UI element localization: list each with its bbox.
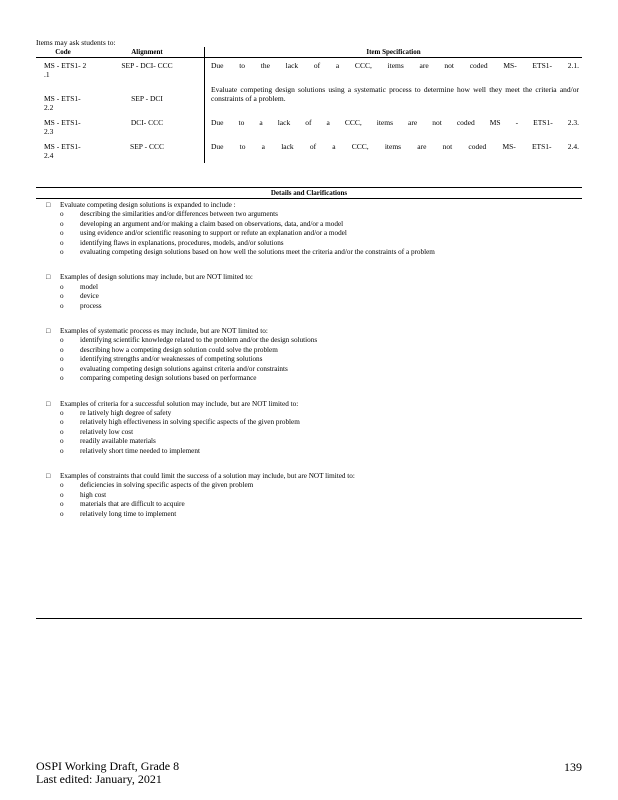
list-item-text: re latively high degree of safety <box>80 408 172 417</box>
circle-bullet-icon: o <box>60 446 64 455</box>
page-footer <box>36 760 179 786</box>
list-item <box>60 510 582 519</box>
square-bullet-icon: □ <box>46 201 51 209</box>
footer-edited-date: Last edited: January, 2021 <box>36 772 162 786</box>
circle-bullet-icon: o <box>60 355 64 364</box>
circle-bullet-icon: o <box>60 336 64 345</box>
details-section <box>36 187 582 619</box>
list-item-text: using evidence and/or scientific reasoning to support or refute an explanation and/or a model <box>80 229 347 238</box>
circle-bullet-icon: o <box>60 345 64 354</box>
circle-bullet-icon: o <box>60 500 64 509</box>
list-item-text: readily available materials <box>80 437 156 446</box>
circle-bullet-icon: o <box>60 481 64 490</box>
list-item-text: describing how a competing design solution could solve the problem <box>80 345 278 354</box>
clarification-block <box>46 472 582 519</box>
list-item <box>60 248 582 257</box>
list-item <box>60 283 582 292</box>
square-bullet-icon: □ <box>46 471 51 480</box>
square-bullet-icon: □ <box>46 399 51 408</box>
list-item-text: relatively long time to implement <box>80 509 177 518</box>
list-item <box>60 437 582 446</box>
list-item <box>60 365 582 374</box>
list-item <box>60 292 582 301</box>
circle-bullet-icon: o <box>60 301 64 310</box>
clarification-block <box>46 273 582 311</box>
sub-list <box>46 409 582 456</box>
list-item-text: process <box>80 301 102 310</box>
code-cell: MS - ETS1- 2.2 <box>44 94 81 112</box>
list-item-text: device <box>80 292 99 301</box>
list-item-text: high cost <box>80 490 107 499</box>
list-item-text: identifying flaws in explanations, procedures, models, and/or solutions <box>80 238 284 247</box>
code-cell: MS - ETS1- 2.4 <box>44 142 81 160</box>
clarification-block <box>46 327 582 383</box>
page-number: 139 <box>564 760 582 774</box>
circle-bullet-icon: o <box>60 490 64 499</box>
list-item <box>60 418 582 427</box>
table-row <box>36 82 582 115</box>
list-item-text: identifying strengths and/or weaknesses of competing solutions <box>80 355 263 364</box>
list-item <box>60 409 582 418</box>
details-heading: Details and Clarifications <box>36 188 582 199</box>
block-lead: Examples of constraints that could limit the success of a solution may include, but are NOT limited to: <box>60 471 355 480</box>
list-item <box>60 355 582 364</box>
list-item-text: materials that are difficult to acquire <box>80 500 185 509</box>
block-lead: Examples of criteria for a successful solution may include, but are NOT limited to: <box>60 399 299 408</box>
circle-bullet-icon: o <box>60 282 64 291</box>
code-cell: MS - ETS1- 2 .1 <box>44 61 87 79</box>
list-item <box>60 428 582 437</box>
list-item <box>60 239 582 248</box>
alignment-cell: SEP - DCI <box>90 82 205 115</box>
list-item-text: evaluating competing design solutions based on how well the solutions meet the criteria and/or the constraints of a problem <box>80 248 435 257</box>
footer-draft-label: OSPI Working Draft, Grade 8 <box>36 759 180 773</box>
list-item <box>60 220 582 229</box>
list-item-text: identifying scientific knowledge related to the problem and/or the design solutions <box>80 336 318 345</box>
header-code: Code <box>36 47 90 58</box>
circle-bullet-icon: o <box>60 374 64 383</box>
block-lead: Evaluate competing design solutions is expanded to include : <box>60 201 236 209</box>
circle-bullet-icon: o <box>60 229 64 238</box>
sub-list <box>46 481 582 519</box>
clarification-block <box>46 400 582 456</box>
alignment-cell: SEP - DCI- CCC <box>90 58 205 83</box>
list-item-text: relatively high effectiveness in solving specific aspects of the given problem <box>80 418 300 427</box>
list-item <box>60 500 582 509</box>
circle-bullet-icon: o <box>60 219 64 228</box>
list-item <box>60 302 582 311</box>
list-item-text: relatively low cost <box>80 427 134 436</box>
list-item-text: evaluating competing design solutions against criteria and/or constraints <box>80 364 288 373</box>
list-item <box>60 481 582 490</box>
spec-cell: Due to the lack of a CCC, items are not coded MS- ETS1- 2.1. <box>211 61 579 70</box>
intro-text: Items may ask students to: <box>36 38 116 47</box>
table-row <box>36 139 582 163</box>
spec-cell: Due to a lack of a CCC, items are not coded MS- ETS1- 2.4. <box>211 142 579 151</box>
list-item <box>60 229 582 238</box>
circle-bullet-icon: o <box>60 292 64 301</box>
list-item <box>60 491 582 500</box>
table-row <box>36 58 582 83</box>
list-item-text: comparing competing design solutions based on performance <box>80 374 257 383</box>
square-bullet-icon: □ <box>46 327 51 336</box>
list-item <box>60 346 582 355</box>
block-lead: Examples of design solutions may include, but are NOT limited to: <box>60 273 253 282</box>
sub-list <box>46 283 582 311</box>
list-item-text: relatively short time needed to implement <box>80 446 200 455</box>
circle-bullet-icon: o <box>60 210 64 219</box>
circle-bullet-icon: o <box>60 408 64 417</box>
clarification-block <box>46 201 582 257</box>
circle-bullet-icon: o <box>60 364 64 373</box>
alignment-cell: DCI- CCC <box>90 115 205 139</box>
item-spec-table <box>36 47 582 163</box>
sub-list <box>46 210 582 257</box>
list-item-text: model <box>80 282 98 291</box>
list-item <box>60 336 582 345</box>
list-item-text: describing the similarities and/or differences between two arguments <box>80 210 278 219</box>
spec-cell: Due to a lack of a CCC, items are not coded MS - ETS1- 2.3. <box>211 118 579 127</box>
circle-bullet-icon: o <box>60 248 64 257</box>
list-item <box>60 374 582 383</box>
spec-cell: Evaluate competing design solutions using a systematic process to determine how well they meet the criteria and/or constraints of a problem. <box>211 85 579 103</box>
circle-bullet-icon: o <box>60 427 64 436</box>
list-item <box>60 210 582 219</box>
square-bullet-icon: □ <box>46 273 51 282</box>
circle-bullet-icon: o <box>60 437 64 446</box>
list-item-text: developing an argument and/or making a claim based on observations, data, and/or a model <box>80 219 344 228</box>
header-item-spec: Item Specification <box>205 47 583 58</box>
circle-bullet-icon: o <box>60 418 64 427</box>
alignment-cell: SEP - CCC <box>90 139 205 163</box>
list-item-text: deficiencies in solving specific aspects of the given problem <box>80 481 254 490</box>
table-row <box>36 115 582 139</box>
code-cell: MS - ETS1- 2.3 <box>44 118 81 136</box>
sub-list <box>46 336 582 383</box>
header-alignment: Alignment <box>90 47 205 58</box>
table-header-row <box>36 47 582 58</box>
circle-bullet-icon: o <box>60 238 64 247</box>
circle-bullet-icon: o <box>60 509 64 518</box>
block-lead: Examples of systematic process es may include, but are NOT limited to: <box>60 327 268 336</box>
list-item <box>60 447 582 456</box>
